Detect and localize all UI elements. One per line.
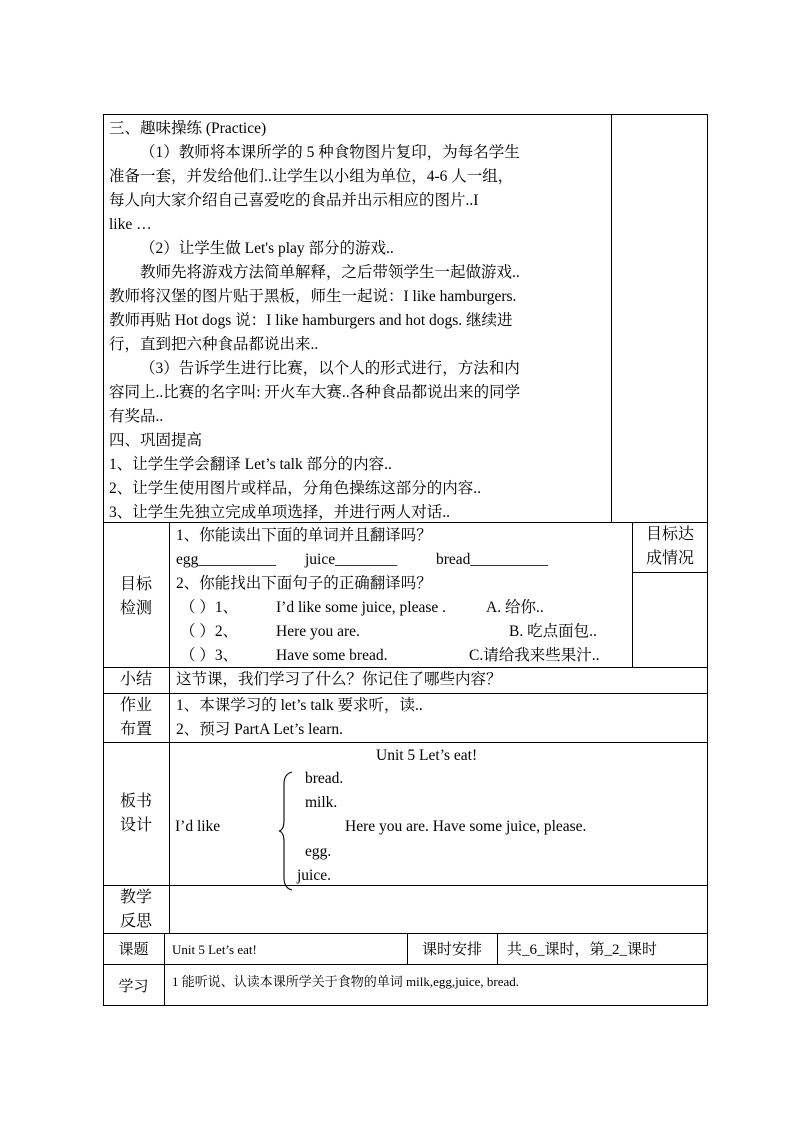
practice-line: 有奖品.. bbox=[109, 408, 164, 425]
practice-line: 每人向大家介绍自己喜爱吃的食品并出示相应的图片..I bbox=[109, 192, 479, 209]
board-item-juice: juice. bbox=[297, 867, 331, 884]
study-value: 1 能听说、认读本课所学关于食物的单词 milk,egg,juice, bread. bbox=[172, 974, 519, 989]
match-english: I’d like some juice, please . bbox=[276, 599, 447, 616]
curly-brace-icon bbox=[278, 770, 296, 892]
homework-line-2: 2、预习 PartA Let’s learn. bbox=[176, 721, 344, 738]
practice-line: 2、让学生使用图片或样品，分角色操练这部分的内容.. bbox=[109, 480, 482, 497]
goal-status-label: 目标达 成情况 bbox=[645, 526, 694, 567]
board-item-egg: egg. bbox=[305, 843, 332, 860]
word-egg: egg__________ bbox=[176, 551, 276, 568]
practice-heading: 三、趣味操练 (Practice) bbox=[109, 120, 267, 137]
practice-line: 1、让学生学会翻译 Let’s talk 部分的内容.. bbox=[109, 456, 392, 473]
match-blank: （ ）1、 bbox=[180, 599, 239, 616]
practice-line: （3）告诉学生进行比赛，以个人的形式进行，方法和内 bbox=[140, 360, 520, 377]
check-label: 目标 检测 bbox=[119, 576, 152, 617]
match-chinese: B. 吃点面包.. bbox=[509, 623, 597, 640]
practice-line: 行，直到把六种食品都说出来.. bbox=[109, 336, 319, 353]
summary-label: 小结 bbox=[119, 671, 152, 688]
word-bread: bread__________ bbox=[436, 551, 548, 568]
homework-line-1: 1、本课学习的 let’s talk 要求听，读.. bbox=[176, 697, 423, 714]
check-question-2: 2、你能找出下面句子的正确翻译吗？ bbox=[176, 575, 432, 592]
practice-line: （1）教师将本课所学的 5 种食物图片复印，为每名学生 bbox=[140, 144, 520, 161]
reflection-label: 教学 反思 bbox=[119, 889, 152, 930]
match-english: Have some bread. bbox=[276, 647, 388, 664]
practice-line: 容同上..比赛的名字叫: 开火车大赛..各种食品都说出来的同学 bbox=[109, 384, 521, 401]
practice-line: 3、让学生先独立完成单项选择，并进行两人对话.. bbox=[109, 504, 451, 521]
practice-line: 准备一套，并发给他们..让学生以小组为单位，4-6 人一组， bbox=[109, 168, 514, 185]
match-english: Here you are. bbox=[276, 623, 360, 640]
match-chinese: A. 给你.. bbox=[486, 599, 544, 616]
practice-line: 教师再贴 Hot dogs 说：I like hamburgers and hot dogs. 继续进 bbox=[109, 312, 513, 329]
match-blank: （ ）3、 bbox=[180, 647, 239, 664]
check-question-1: 1、你能读出下面的单词并且翻译吗？ bbox=[176, 527, 432, 544]
board-label: 板书 设计 bbox=[119, 793, 152, 834]
board-title: Unit 5 Let’s eat! bbox=[376, 747, 478, 764]
practice-line: 教师将汉堡的图片贴于黑板，师生一起说：I like hamburgers. bbox=[109, 288, 517, 305]
schedule-label: 课时安排 bbox=[421, 942, 482, 958]
homework-label: 作业 布置 bbox=[119, 697, 152, 738]
topic-label: 课题 bbox=[118, 942, 149, 958]
study-label: 学习 bbox=[118, 979, 149, 995]
board-left-text: I’d like bbox=[175, 818, 221, 835]
consolidation-heading: 四、巩固提高 bbox=[109, 432, 203, 449]
match-chinese: C.请给我来些果汁.. bbox=[469, 647, 600, 664]
board-item-milk: milk. bbox=[305, 794, 338, 811]
word-juice: juice________ bbox=[305, 551, 398, 568]
practice-line: 教师先将游戏方法简单解释，之后带领学生一起做游戏.. bbox=[140, 264, 520, 281]
schedule-value: 共_6_课时，第_2_课时 bbox=[507, 942, 658, 958]
match-blank: （ ）2、 bbox=[180, 623, 239, 640]
topic-value: Unit 5 Let’s eat! bbox=[172, 942, 257, 957]
board-sentence: Here you are. Have some juice, please. bbox=[345, 818, 587, 835]
practice-line: like … bbox=[109, 216, 152, 233]
practice-line: （2）让学生做 Let's play 部分的游戏.. bbox=[140, 240, 394, 257]
summary-text: 这节课，我们学习了什么？你记住了哪些内容？ bbox=[176, 671, 502, 688]
board-item-bread: bread. bbox=[305, 770, 344, 787]
